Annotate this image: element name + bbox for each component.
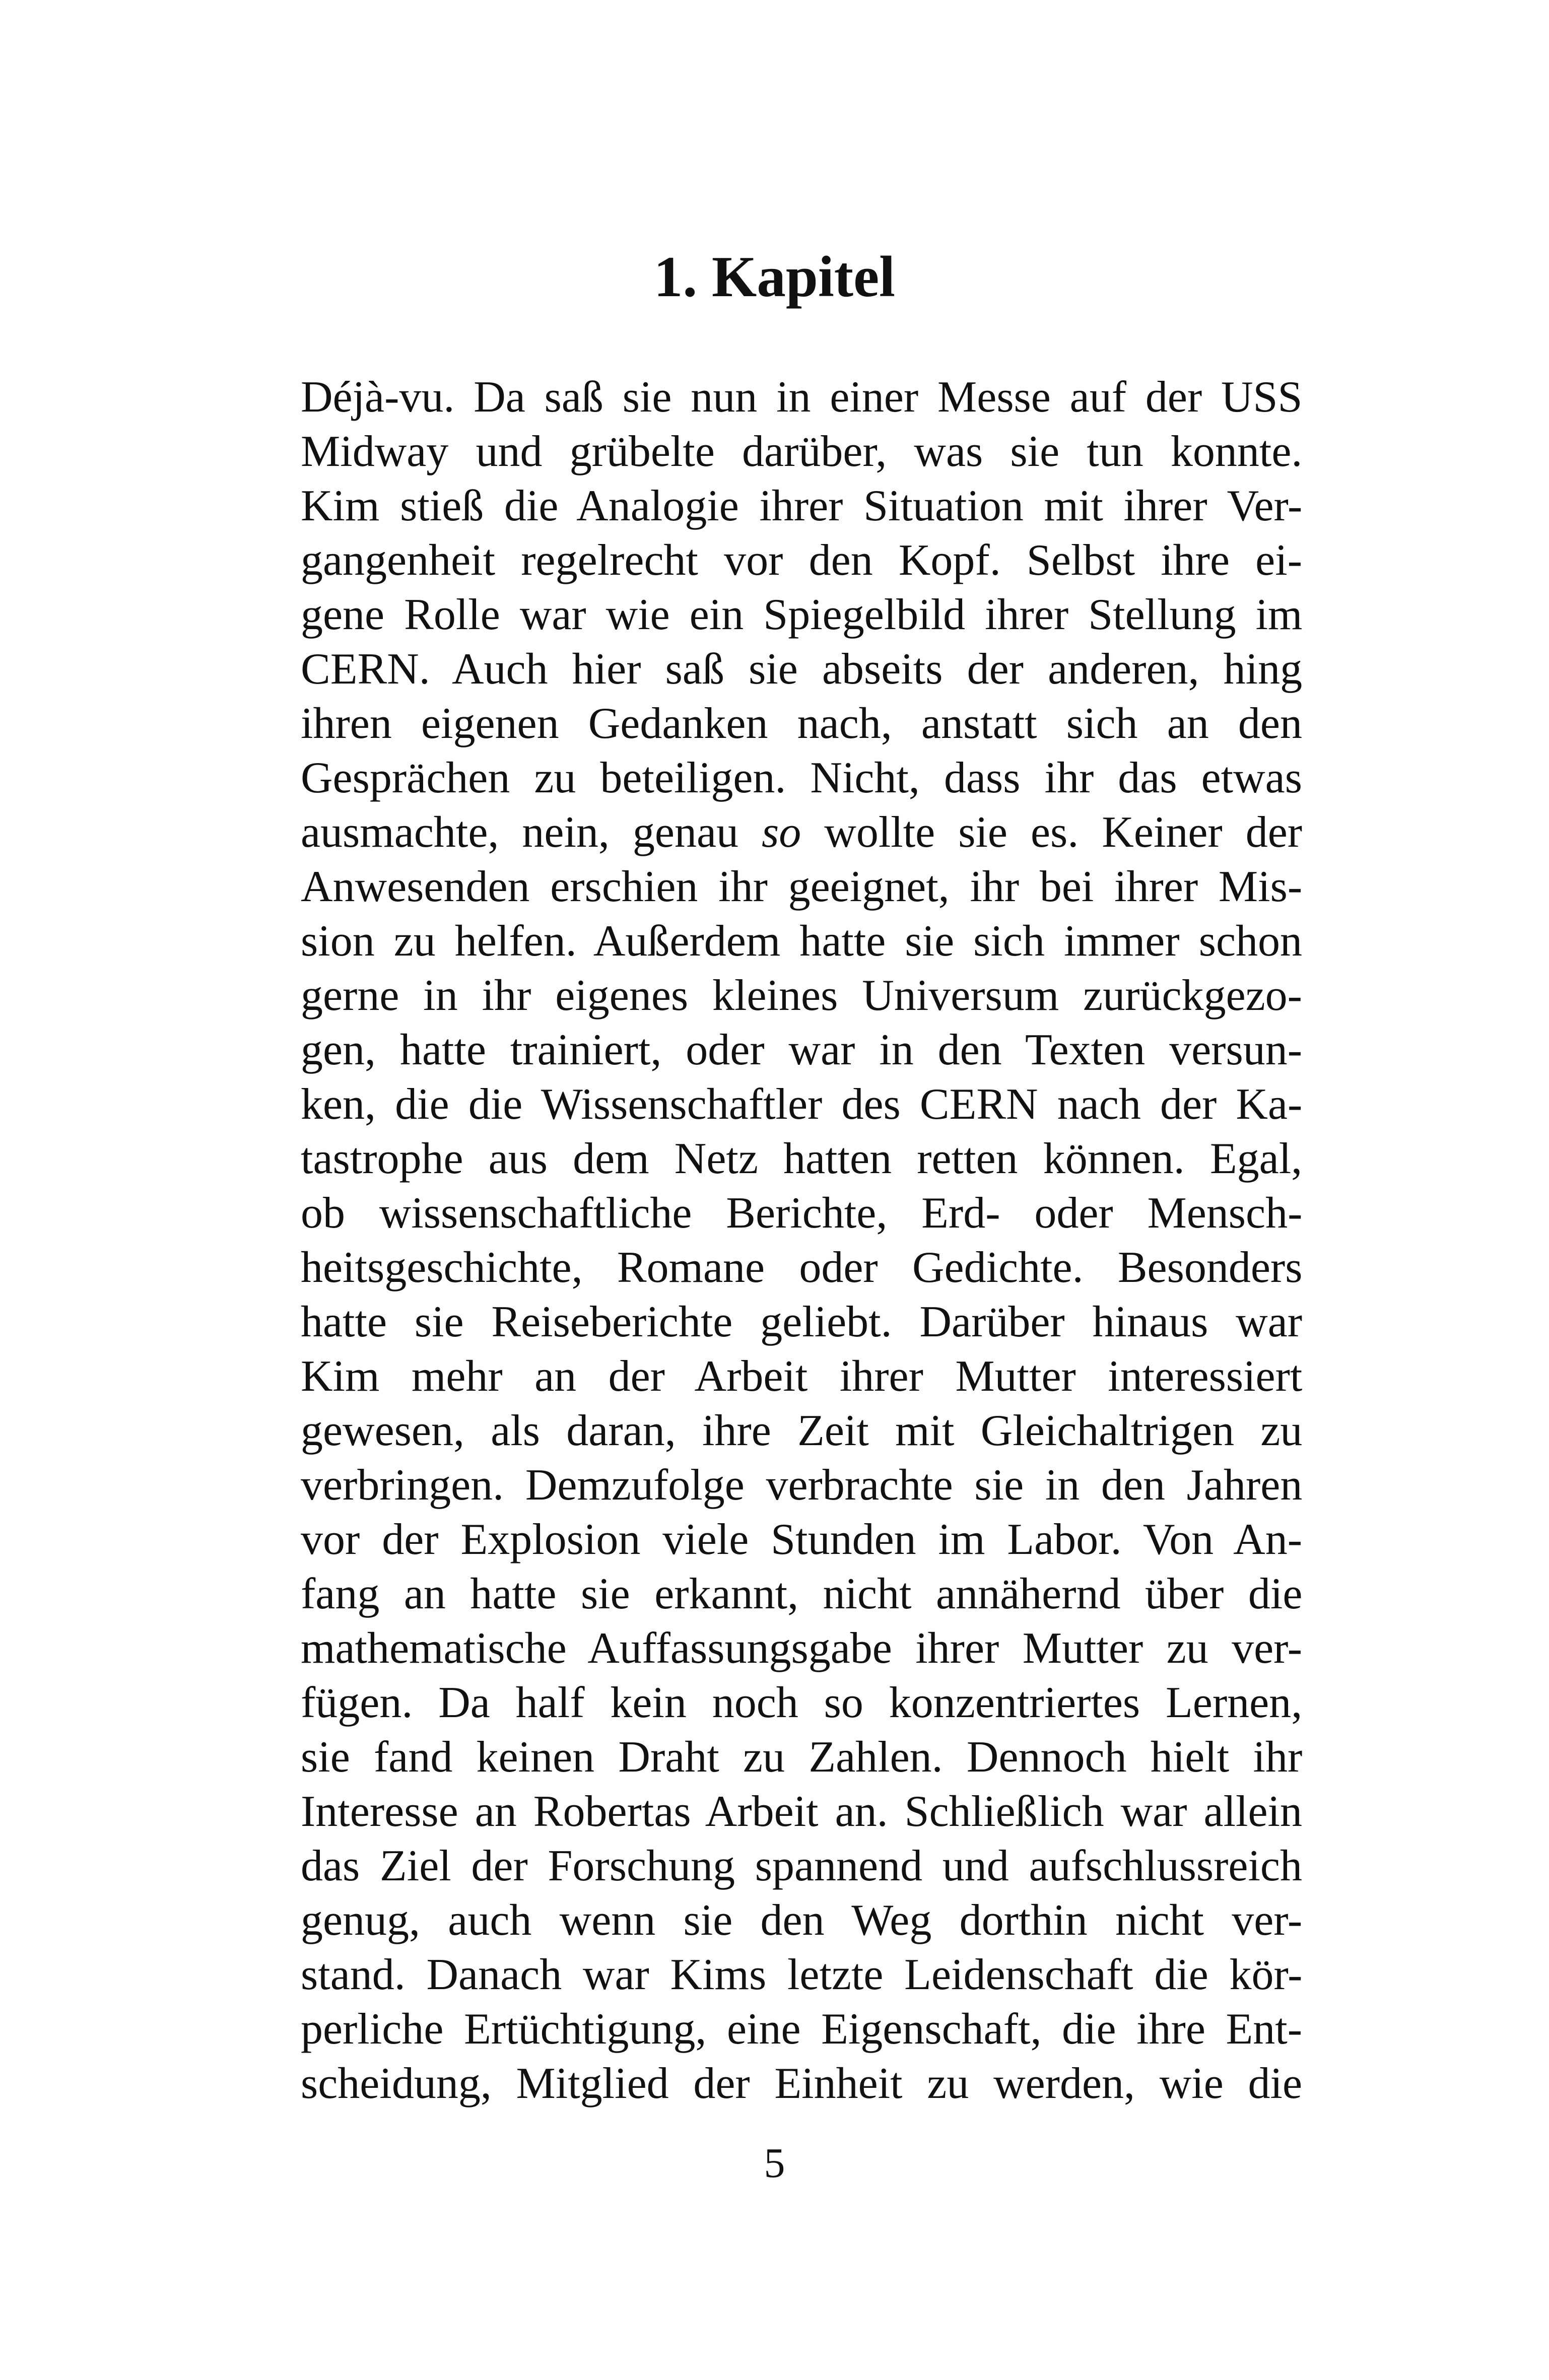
page-number: 5 <box>764 2140 785 2187</box>
text-line: Interesse an Robertas Arbeit an. Schließlich war allein <box>301 1787 1302 1836</box>
text-line: hatte sie Reiseberichte geliebt. Darüber hinaus war <box>301 1298 1303 1346</box>
chapter-title: 1. Kapitel <box>653 245 896 309</box>
text-line: Kim mehr an der Arbeit ihrer Mutter interessiert <box>301 1352 1303 1401</box>
text-line: Gesprächen zu beteiligen. Nicht, dass ihr das etwas <box>301 754 1302 802</box>
text-line: ihren eigenen Gedanken nach, anstatt sich an den <box>301 699 1302 748</box>
text-line: vor der Explosion viele Stunden im Labor. Von An- <box>301 1515 1302 1564</box>
emphasized-word: so <box>762 808 801 857</box>
text-line: CERN. Auch hier saß sie abseits der anderen, hing <box>301 645 1303 694</box>
text-line: Kim stieß die Analogie ihrer Situation mit ihrer Ver- <box>301 482 1303 530</box>
text-line: heitsgeschichte, Romane oder Gedichte. Besonders <box>301 1243 1303 1292</box>
text-line: sie fand keinen Draht zu Zahlen. Dennoch hielt ihr <box>301 1733 1303 1782</box>
text-line: gewesen, als daran, ihre Zeit mit Gleichaltrigen zu <box>301 1406 1303 1455</box>
text-line: Anwesenden erschien ihr geeignet, ihr bei ihrer Mis- <box>301 862 1303 911</box>
text-segment: ausmachte, nein, genau <box>301 808 762 857</box>
text-line: perliche Ertüchtigung, eine Eigenschaft, die ihre Ent- <box>301 2005 1302 2054</box>
text-line: fügen. Da half kein noch so konzentriertes Lernen, <box>301 1678 1303 1727</box>
text-line: Midway und grübelte darüber, was sie tun konnte. <box>301 427 1303 476</box>
text-segment: wollte sie es. Keiner der <box>801 808 1303 857</box>
text-line: gen, hatte trainiert, oder war in den Texten versun- <box>301 1026 1302 1074</box>
text-line: ken, die die Wissenschaftler des CERN nach der Ka- <box>301 1080 1303 1129</box>
text-line: scheidung, Mitglied der Einheit zu werden, wie die <box>301 2059 1303 2108</box>
text-line: sion zu helfen. Außerdem hatte sie sich immer schon <box>301 917 1302 966</box>
text-line: stand. Danach war Kims letzte Leidenschaft die kör- <box>301 1950 1303 1999</box>
text-line: Déjà-vu. Da saß sie nun in einer Messe auf der USS <box>301 373 1303 422</box>
text-line: das Ziel der Forschung spannend und aufschlussreich <box>301 1842 1302 1890</box>
body-paragraph <box>301 370 1302 2111</box>
text-line: gangenheit regelrecht vor den Kopf. Selbst ihre ei- <box>301 536 1302 585</box>
text-line: gene Rolle war wie ein Spiegelbild ihrer Stellung im <box>301 590 1303 639</box>
text-line: fang an hatte sie erkannt, nicht annähernd über die <box>301 1570 1303 1618</box>
text-line: mathematische Auffassungsgabe ihrer Mutter zu ver- <box>301 1624 1303 1673</box>
text-line <box>301 805 1302 860</box>
text-line: gerne in ihr eigenes kleines Universum zurückgezo- <box>301 971 1302 1020</box>
text-line: ob wissenschaftliche Berichte, Erd- oder Mensch- <box>301 1189 1303 1238</box>
text-line: verbringen. Demzufolge verbrachte sie in den Jahren <box>301 1461 1303 1510</box>
text-line: tastrophe aus dem Netz hatten retten können. Egal, <box>301 1134 1303 1183</box>
text-line: genug, auch wenn sie den Weg dorthin nicht ver- <box>301 1896 1303 1945</box>
